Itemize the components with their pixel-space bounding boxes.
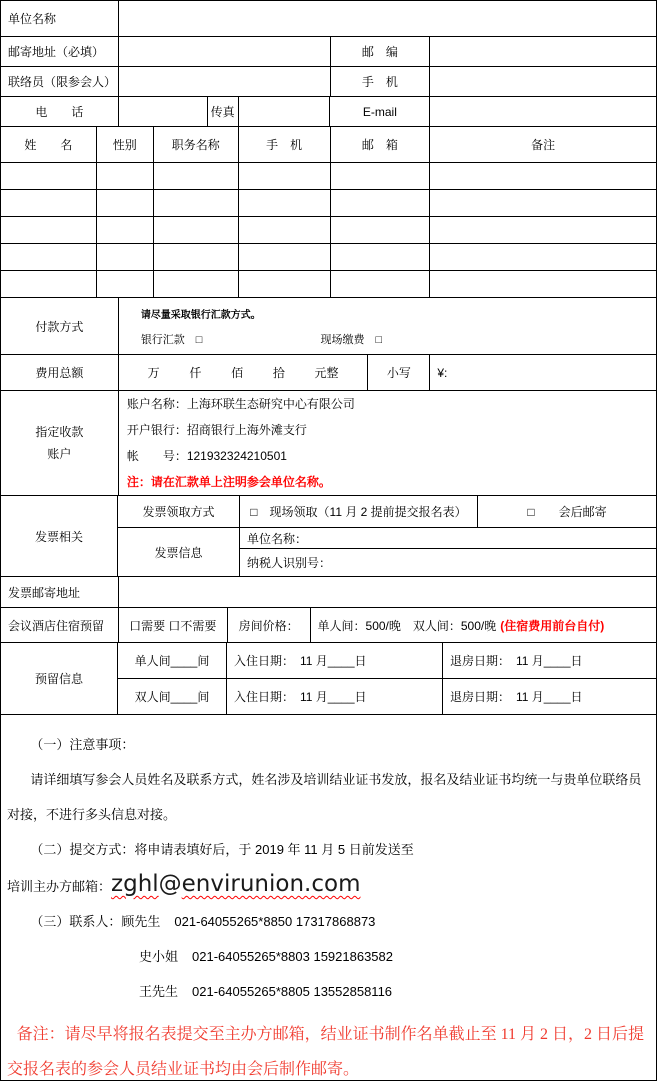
notes-section bbox=[1, 715, 657, 1081]
reservation-row-double bbox=[118, 679, 657, 715]
hotel-price-text: 单人间：500/晚 双人间：500/晚 bbox=[317, 618, 497, 633]
hotel-need-checkboxes[interactable]: 口需要 口不需要 bbox=[119, 608, 228, 643]
note-contact3 bbox=[139, 974, 650, 1009]
attendee-title-cell[interactable] bbox=[154, 217, 239, 244]
double-room-count-cell[interactable]: 双人间____间 bbox=[118, 679, 227, 715]
attendee-row bbox=[1, 163, 657, 190]
attendee-row bbox=[1, 190, 657, 217]
payment-method-cell bbox=[119, 298, 657, 355]
invoice-label: 发票相关 bbox=[1, 496, 118, 577]
attendee-mobile-cell[interactable] bbox=[239, 271, 331, 298]
double-checkout-cell[interactable]: 退房日期： 11 月____日 bbox=[443, 679, 657, 715]
email-domain: envirunion.com bbox=[181, 871, 361, 897]
payment-method-label: 付款方式 bbox=[1, 298, 119, 355]
payment-note: 请尽量采取银行汇款方式。 bbox=[140, 309, 261, 321]
row-unit-name bbox=[1, 1, 657, 37]
attendee-header-title: 职务名称 bbox=[154, 127, 239, 163]
small-amount-cell[interactable] bbox=[430, 355, 657, 391]
attendee-mobile-cell[interactable] bbox=[239, 190, 331, 217]
reservation-section bbox=[1, 643, 657, 715]
hotel-price-note: (住宿费用前台自付) bbox=[500, 618, 605, 633]
account-note: 注：请在汇款单上注明参会单位名称。 bbox=[126, 475, 331, 489]
attendee-title-cell[interactable] bbox=[154, 244, 239, 271]
invoice-info-fields bbox=[240, 528, 657, 577]
reservation-label: 预留信息 bbox=[1, 643, 118, 715]
row-phone-fax-email bbox=[1, 97, 657, 127]
invoice-pickup-label: 发票领取方式 bbox=[118, 496, 240, 528]
attendee-gender-cell[interactable] bbox=[97, 244, 154, 271]
organizer-email-label: 培训主办方邮箱： bbox=[7, 879, 112, 894]
account-info-cell bbox=[119, 391, 657, 496]
hotel-price-cell bbox=[311, 608, 657, 643]
notes-cell bbox=[1, 715, 657, 1081]
row-payment-method bbox=[1, 298, 657, 355]
attendee-title-cell[interactable] bbox=[154, 271, 239, 298]
invoice-section bbox=[1, 496, 657, 577]
email-at: @ bbox=[158, 871, 182, 897]
attendee-gender-cell[interactable] bbox=[97, 217, 154, 244]
attendee-header-row bbox=[1, 127, 657, 163]
invoice-pickup-row bbox=[118, 496, 657, 528]
hotel-label: 会议酒店住宿预留 bbox=[1, 608, 119, 643]
contact1-name: 顾先生 bbox=[121, 914, 161, 929]
contact2-phone: 021-64055265*8803 15921863582 bbox=[192, 949, 393, 964]
account-bank: 开户银行：招商银行上海外滩支行 bbox=[126, 423, 307, 437]
fax-value-cell[interactable] bbox=[239, 97, 331, 127]
unit-shi: 拾 bbox=[272, 366, 285, 380]
attendee-remark-cell[interactable] bbox=[430, 271, 657, 298]
unit-wan: 万 bbox=[147, 366, 160, 380]
account-label bbox=[1, 391, 119, 496]
phone-value-cell[interactable] bbox=[119, 97, 208, 127]
organizer-email-line bbox=[7, 867, 650, 904]
postal-code-label: 邮 编 bbox=[331, 37, 431, 67]
invoice-mail-checkbox[interactable]: □ 会后邮寄 bbox=[478, 496, 657, 528]
final-remark: 备注：请尽早将报名表提交至主办方邮箱，结业证书制作名单截止至 11 月 2 日，2 日后提交报名表的参会人员结业证书均由会后制作邮寄。 bbox=[7, 1026, 645, 1078]
invoice-info-row bbox=[118, 528, 657, 577]
attendee-email-cell[interactable] bbox=[331, 271, 431, 298]
row-mail-address bbox=[1, 37, 657, 67]
double-checkin-cell[interactable]: 入住日期： 11 月____日 bbox=[227, 679, 443, 715]
attendee-remark-cell[interactable] bbox=[430, 217, 657, 244]
invoice-tax-id-cell[interactable]: 纳税人识别号： bbox=[240, 549, 657, 577]
contact1-phone: 021-64055265*8850 17317868873 bbox=[174, 914, 376, 929]
hotel-price-label: 房间价格： bbox=[228, 608, 311, 643]
email-user: zghl bbox=[111, 871, 159, 897]
attendee-title-cell[interactable] bbox=[154, 190, 239, 217]
row-contact-person bbox=[1, 67, 657, 97]
email-label: E-mail bbox=[330, 97, 430, 127]
attendee-header-mobile: 手 机 bbox=[239, 127, 331, 163]
attendee-gender-cell[interactable] bbox=[97, 163, 154, 190]
attendee-header-email: 邮 箱 bbox=[331, 127, 431, 163]
account-name: 账户名称：上海环联生态研究中心有限公司 bbox=[126, 397, 355, 411]
invoice-onsite-checkbox[interactable]: □ 现场领取（11 月 2 提前提交报名表） bbox=[240, 496, 478, 528]
single-checkin-cell[interactable]: 入住日期： 11 月____日 bbox=[227, 643, 443, 679]
unit-yuan: 元整 bbox=[314, 366, 339, 380]
attendee-name-cell[interactable] bbox=[1, 271, 97, 298]
onsite-pay-checkbox[interactable]: 现场缴费 □ bbox=[320, 333, 383, 346]
reservation-row-single bbox=[118, 643, 657, 679]
note-item1-title: （一）注意事项： bbox=[30, 737, 135, 752]
small-amount-label: 小写 bbox=[368, 355, 430, 391]
account-label-line2: 账户 bbox=[47, 447, 72, 461]
attendee-header-name: 姓 名 bbox=[1, 127, 97, 163]
contact2-name: 史小姐 bbox=[139, 949, 179, 964]
row-account bbox=[1, 391, 657, 496]
attendee-title-cell[interactable] bbox=[154, 163, 239, 190]
single-room-count-cell[interactable]: 单人间____间 bbox=[118, 643, 227, 679]
invoice-unit-name-cell[interactable]: 单位名称： bbox=[240, 528, 657, 549]
attendee-email-cell[interactable] bbox=[331, 163, 431, 190]
payment-options bbox=[141, 331, 382, 347]
total-fee-label: 费用总额 bbox=[1, 355, 119, 391]
attendee-remark-cell[interactable] bbox=[430, 163, 657, 190]
attendee-mobile-cell[interactable] bbox=[239, 244, 331, 271]
attendee-row bbox=[1, 244, 657, 271]
attendee-name-cell[interactable] bbox=[1, 190, 97, 217]
currency-prefix: ¥: bbox=[437, 365, 448, 380]
phone-label: 电 话 bbox=[1, 97, 119, 127]
note-item1-body: 请详细填写参会人员姓名及联系方式，姓名涉及培训结业证书发放，报名及结业证书均统一与贵单位联络员对接，不进行多头信息对接。 bbox=[7, 772, 642, 822]
attendee-gender-cell[interactable] bbox=[97, 190, 154, 217]
row-total-fee bbox=[1, 355, 657, 391]
attendee-email-cell[interactable] bbox=[331, 244, 431, 271]
unit-name-value-cell[interactable] bbox=[119, 1, 657, 37]
attendee-remark-cell[interactable] bbox=[430, 244, 657, 271]
attendee-remark-cell[interactable] bbox=[430, 190, 657, 217]
unit-name-label: 单位名称 bbox=[1, 1, 119, 37]
attendee-name-cell[interactable] bbox=[1, 217, 97, 244]
note-item2: （二）提交方式：将申请表填好后，于 2019 年 11 月 5 日前发送至 bbox=[30, 842, 414, 857]
invoice-mail-address-cell[interactable] bbox=[119, 577, 657, 608]
attendee-row bbox=[1, 217, 657, 244]
mobile-label: 手 机 bbox=[331, 67, 431, 97]
invoice-info-label: 发票信息 bbox=[118, 528, 240, 577]
account-number: 帐 号：121932324210501 bbox=[126, 449, 287, 463]
postal-code-value-cell[interactable] bbox=[430, 37, 657, 67]
bank-transfer-checkbox[interactable]: 银行汇款 □ bbox=[140, 333, 203, 346]
note-contact2 bbox=[139, 939, 650, 974]
attendee-name-cell[interactable] bbox=[1, 244, 97, 271]
attendee-mobile-cell[interactable] bbox=[239, 163, 331, 190]
mail-address-value-cell[interactable] bbox=[119, 37, 331, 67]
attendee-gender-cell[interactable] bbox=[97, 271, 154, 298]
account-label-line1: 指定收款 bbox=[35, 425, 84, 439]
email-value-cell[interactable] bbox=[430, 97, 657, 127]
contacts-prefix: （三）联系人： bbox=[30, 914, 122, 929]
row-hotel bbox=[1, 608, 657, 643]
mobile-value-cell[interactable] bbox=[430, 67, 657, 97]
attendee-email-cell[interactable] bbox=[331, 190, 431, 217]
reservation-rows bbox=[118, 643, 657, 715]
attendee-header-gender: 性别 bbox=[97, 127, 154, 163]
mail-address-label: 邮寄地址（必填） bbox=[1, 37, 119, 67]
single-checkout-cell[interactable]: 退房日期： 11 月____日 bbox=[443, 643, 657, 679]
attendee-mobile-cell[interactable] bbox=[239, 217, 331, 244]
attendee-name-cell[interactable] bbox=[1, 163, 97, 190]
contact-person-value-cell[interactable] bbox=[119, 67, 331, 97]
attendee-row bbox=[1, 271, 657, 298]
total-fee-units-cell[interactable] bbox=[119, 355, 369, 391]
invoice-right bbox=[118, 496, 657, 577]
contact3-phone: 021-64055265*8805 13552858116 bbox=[192, 984, 393, 999]
attendee-email-cell[interactable] bbox=[331, 217, 431, 244]
row-invoice-mail-address bbox=[1, 577, 657, 608]
contact-person-label: 联络员（限参会人） bbox=[1, 67, 119, 97]
contact3-name: 王先生 bbox=[139, 984, 179, 999]
unit-qian: 仟 bbox=[189, 366, 202, 380]
organizer-email bbox=[111, 867, 360, 902]
fax-label: 传真 bbox=[208, 97, 239, 127]
attendee-header-remark: 备注 bbox=[430, 127, 657, 163]
note-item3-contact1 bbox=[7, 904, 650, 939]
invoice-mail-address-label: 发票邮寄地址 bbox=[1, 577, 119, 608]
unit-bai: 佰 bbox=[231, 366, 244, 380]
